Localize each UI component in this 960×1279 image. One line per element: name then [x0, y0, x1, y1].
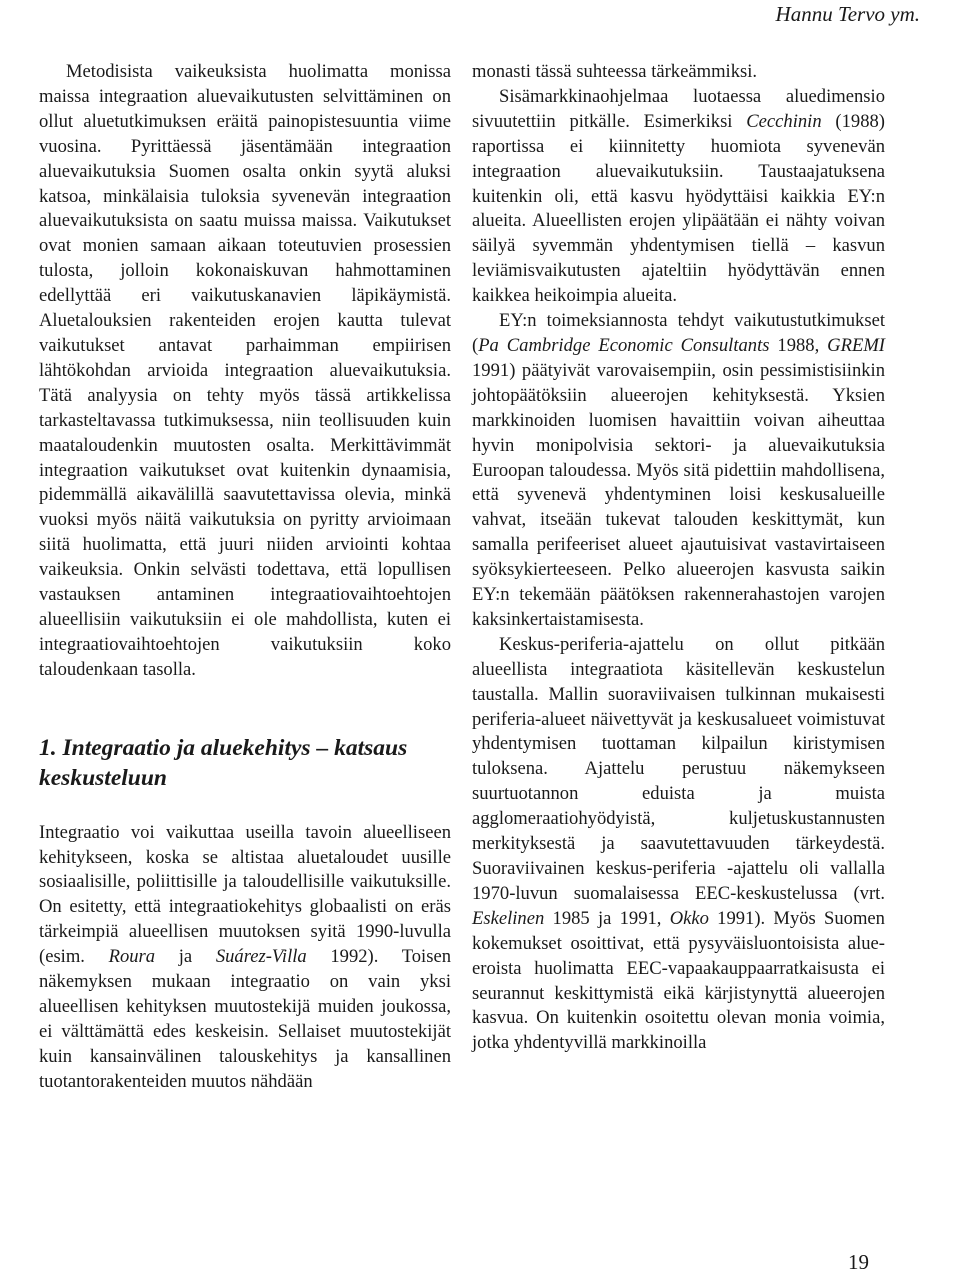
text-run: Integraatio voi vaikuttaa useilla tavoin alueelliseen kehitykseen, koska se altistaa aluetaloudet uusille sosiaalisille, poliittisille ja taloudellisille vaikutuksille. On esitetty, että integraatiokehitys globaalisti on eräs tärkeimpiä alueellisen muutoksen syitä 1990-luvulla (esim. — [39, 821, 451, 968]
citation-source: Pa Cambridge Economic Consultants — [478, 334, 770, 356]
left-column — [39, 60, 451, 1095]
citation-author: Eskelinen — [472, 907, 545, 929]
page-number: 19 — [848, 1250, 869, 1274]
left-paragraph-1: Metodisista vaikeuksista huolimatta monissa maissa integraation aluevaikutusten selvittäminen on ollut aluetutkimuksen eräitä painopistesuuntia viime vuosina. Pyrittäessä jäsentämään integraation aluevaikutuksia Suomen osalta onkin syytä aluksi katsoa, minkälaisia tuloksia syvenevän integraation aluevaikutuksista on saatu muissa maissa. Vaikutukset ovat monien samaan aikaan toteutuvien prosessien tulosta, jolloin kokonaiskuvan hahmottaminen edellyttää eri vaikutuskanavien läpikäymistä. Aluetalouksien rakenteiden erojen kautta tulevat vaikutukset antavat parhaimman empiirisen lähtökohdan arvioida integraation aluevaikutuksia. Tätä analyysia on tehty myös tässä artikkelissa tarkasteltavassa tutkimuksessa, niin teollisuuden kuin maataloudenkin muutosten osalta. Merkittävimmät integraation vaikutukset ovat kuitenkin dynaamisia, pidemmällä aikavälillä saavutettavissa olevia, minkä vuoksi myös näitä vaikutuksia on pyritty arvioimaan siitä huolimatta, että juuri niiden arviointi kohtaa vaikeuksia. Onkin selvästi todettava, että lopullisen vastauksen antaminen integraatiovaihtoehtojen alueellisiin vaikutuksiin ei ole mahdollista, kuten ei integraatiovaihtoehtojen vaikutuksiin koko taloudenkaan tasolla. — [39, 61, 451, 680]
text-run: ja — [155, 946, 216, 968]
citation-author: Suárez-Villa — [215, 946, 307, 968]
section-heading: 1. Integraatio ja aluekehitys – katsaus keskusteluun — [39, 734, 408, 791]
text-run: Keskus-periferia-ajattelu on ollut pitkään alueellista integraatiota käsitellevän keskustelun taustalla. Mallin suoraviivaisen tulkinnan mukaisesti periferia-alueet näivettyvät ja keskusalueet voimistuvat yhdentymisen tuottaman kilpailun kiristymisen tuloksena. Ajattelu perustuu näkemykseen suurtuotannon eduista ja muista agglomeraatiohyödyistä, kuljetuskustannusten merkityksestä ja saavutettavuuden tärkeydestä. Suoraviivainen keskus-periferia -ajattelu oli vallalla 1970-luvun suomalaisessa EEC-keskustelussa (vrt. — [472, 633, 885, 904]
citation-author: Roura — [108, 946, 156, 968]
right-paragraph-2 — [472, 85, 885, 309]
text-run: (1988) raportissa ei kiinnitetty huomiota syvenevän integraation aluevaikutuksiin. Taustaajatuksena kuitenkin oli, että kasvu hyödyttäisi kaikkia EY:n alueita. Alueellisten erojen ylipäätään ei nähty voivan säilyä syvemmän yhdentymisen tiellä – kasvun leviämisvaikutusten ajateltiin hyödyttävän ennen kaikkea heikoimpia alueita. — [472, 110, 885, 307]
right-paragraph-4 — [472, 633, 885, 1056]
text-run: Sisämarkkinaohjelmaa luotaessa aluedimensio sivuutettiin pitkälle. Esimerkiksi — [472, 85, 885, 132]
right-column — [472, 60, 885, 1056]
text-run: EY:n toimeksiannosta tehdyt vaikutustutkimukset ( — [472, 310, 885, 356]
text-run: 1985 ja 1991, — [544, 907, 670, 929]
text-run: 1991) päätyivät varovaisempiin, osin pessimistisiinkin johtopäätöksiin alueerojen kehityksestä. Yksien markkinoiden luomisen havaittiin voivan aiheuttaa hyvin monipolvisia sektori- ja aluevaikutuksia Euroopan taloudessa. Myös sitä pidettiin mahdollisena, että syvenevä yhdentyminen loisi keskusalueille vahvat, itseään tukevat talouden keskittymät, kun samalla perifeeriset alueet ajautuisivat vastavirtaiseen syöksykierteeseen. Pelko alueerojen kasvusta saikin EY:n tekemään päätöksen rakennerahastojen varojen kaksinkertaistamisesta. — [472, 359, 885, 630]
citation-author: Cecchinin — [746, 110, 822, 132]
text-run: 1992). Toisen näkemyksen mukaan integraatio on vain yksi alueellisen kehityksen muutostekijä muiden joukossa, ei välttämättä edes keskeisin. Sellaiset muutostekijät kuin kansainvälinen talouskehitys ja kansallinen tuotantorakenteiden muutos nähdään — [39, 946, 451, 1092]
right-paragraph-1: monasti tässä suhteessa tärkeämmiksi. — [472, 61, 758, 82]
text-run: 1991). Myös Suomen kokemukset osoittivat, että pysyväisluontoisista alue-eroista huolimatta EEC-vapaakauppaarratkaisusta ei seurannut keskittymistä eikä kärjistynyttä alueerojen kasvua. On kuitenkin osoitettu olevan monia voimia, jotka yhdentyvillä markkinoilla — [472, 907, 885, 1054]
citation-author: Okko — [669, 907, 709, 929]
right-paragraph-3 — [472, 309, 885, 633]
citation-source: GREMI — [827, 334, 885, 356]
text-run: 1988, — [769, 334, 828, 356]
running-header: Hannu Tervo ym. — [775, 2, 920, 26]
left-paragraph-2 — [39, 821, 451, 1095]
